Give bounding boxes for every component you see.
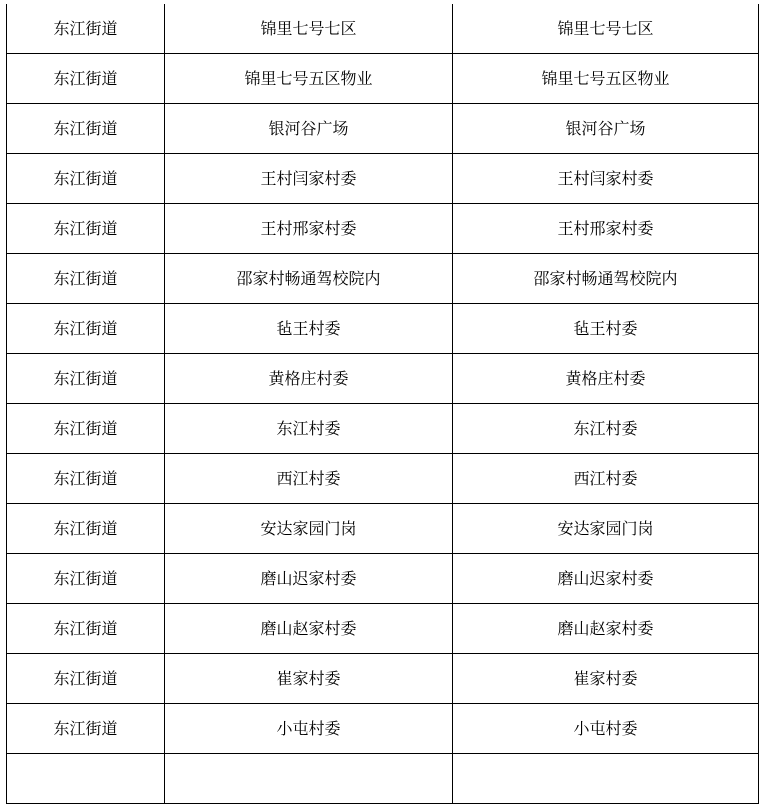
table-row xyxy=(7,104,759,154)
location-cell xyxy=(453,754,759,804)
street-cell: 东江街道 xyxy=(7,254,165,304)
location-cell: 黄格庄村委 xyxy=(453,354,759,404)
location-cell: 锦里七号五区物业 xyxy=(453,54,759,104)
site-cell: 东江村委 xyxy=(165,404,453,454)
site-cell: 崔家村委 xyxy=(165,654,453,704)
site-cell: 磨山赵家村委 xyxy=(165,604,453,654)
street-cell: 东江街道 xyxy=(7,604,165,654)
location-cell: 毡王村委 xyxy=(453,304,759,354)
table-row xyxy=(7,704,759,754)
table-row xyxy=(7,454,759,504)
location-cell: 崔家村委 xyxy=(453,654,759,704)
table-row xyxy=(7,4,759,54)
location-cell: 银河谷广场 xyxy=(453,104,759,154)
site-cell: 安达家园门岗 xyxy=(165,504,453,554)
street-cell: 东江街道 xyxy=(7,654,165,704)
table-row xyxy=(7,254,759,304)
street-cell xyxy=(7,754,165,804)
site-cell xyxy=(165,754,453,804)
table-row xyxy=(7,404,759,454)
table-body xyxy=(7,4,759,804)
location-cell: 磨山迟家村委 xyxy=(453,554,759,604)
street-cell: 东江街道 xyxy=(7,404,165,454)
location-cell: 安达家园门岗 xyxy=(453,504,759,554)
site-cell: 王村邢家村委 xyxy=(165,204,453,254)
table-row xyxy=(7,604,759,654)
site-cell: 磨山迟家村委 xyxy=(165,554,453,604)
location-cell: 西江村委 xyxy=(453,454,759,504)
location-cell: 东江村委 xyxy=(453,404,759,454)
street-cell: 东江街道 xyxy=(7,154,165,204)
table-row xyxy=(7,654,759,704)
street-cell: 东江街道 xyxy=(7,454,165,504)
site-cell: 锦里七号七区 xyxy=(165,4,453,54)
table-row-partial xyxy=(7,754,759,804)
street-cell: 东江街道 xyxy=(7,704,165,754)
document-table-container xyxy=(6,4,758,804)
site-cell: 黄格庄村委 xyxy=(165,354,453,404)
location-cell: 磨山赵家村委 xyxy=(453,604,759,654)
site-cell: 王村闫家村委 xyxy=(165,154,453,204)
site-cell: 西江村委 xyxy=(165,454,453,504)
location-table xyxy=(6,4,759,804)
table-row xyxy=(7,54,759,104)
table-row xyxy=(7,504,759,554)
street-cell: 东江街道 xyxy=(7,304,165,354)
location-cell: 锦里七号七区 xyxy=(453,4,759,54)
location-cell: 小屯村委 xyxy=(453,704,759,754)
street-cell: 东江街道 xyxy=(7,4,165,54)
street-cell: 东江街道 xyxy=(7,104,165,154)
site-cell: 小屯村委 xyxy=(165,704,453,754)
table-row xyxy=(7,554,759,604)
site-cell: 银河谷广场 xyxy=(165,104,453,154)
location-cell: 邵家村畅通驾校院内 xyxy=(453,254,759,304)
street-cell: 东江街道 xyxy=(7,54,165,104)
table-row xyxy=(7,154,759,204)
site-cell: 毡王村委 xyxy=(165,304,453,354)
street-cell: 东江街道 xyxy=(7,554,165,604)
site-cell: 邵家村畅通驾校院内 xyxy=(165,254,453,304)
table-row xyxy=(7,304,759,354)
street-cell: 东江街道 xyxy=(7,504,165,554)
location-cell: 王村闫家村委 xyxy=(453,154,759,204)
table-row xyxy=(7,354,759,404)
table-row xyxy=(7,204,759,254)
street-cell: 东江街道 xyxy=(7,354,165,404)
location-cell: 王村邢家村委 xyxy=(453,204,759,254)
street-cell: 东江街道 xyxy=(7,204,165,254)
site-cell: 锦里七号五区物业 xyxy=(165,54,453,104)
